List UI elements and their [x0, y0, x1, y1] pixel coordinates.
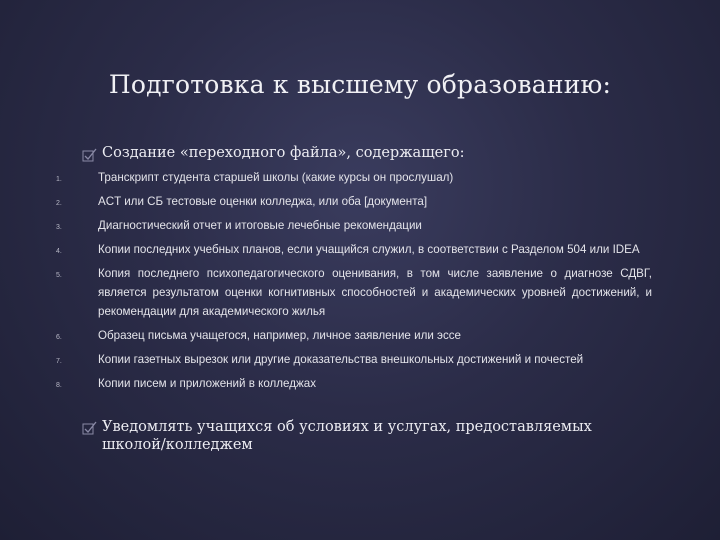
list-item: [56, 326, 652, 345]
list-item: [56, 350, 652, 369]
item-number: 4.: [56, 248, 62, 255]
list-item: [56, 264, 652, 321]
checkbox-bullet-icon: [82, 147, 102, 165]
bullet-text: Уведомлять учащихся об условиях и услугах, предоставляемых школой/колледжем: [102, 419, 592, 453]
item-number: 2.: [56, 200, 62, 207]
slide-title: Подготовка к высшему образованию:: [108, 70, 612, 99]
item-text: ACT или СБ тестовые оценки колледжа, или оба [документа]: [98, 195, 428, 208]
bullet-text: Создание «переходного файла», содержащего:: [102, 145, 465, 161]
item-number: 7.: [56, 358, 62, 365]
item-text: Копия последнего психопедагогического оценивания, в том числе заявление о диагнозе СДВГ, является результатом оценки когнитивных способностей и академических уровней достижений, и рекомендации для академического жилья: [98, 267, 652, 318]
item-number: 8.: [56, 382, 62, 389]
bullet-notify-students: [82, 418, 642, 454]
item-text: Диагностический отчет и итоговые лечебные рекомендации: [98, 219, 422, 232]
item-text: Копии последних учебных планов, если учащийся служил, в соответствии с Разделом 504 или IDEA: [98, 243, 640, 256]
bullet-transition-file: [82, 145, 464, 165]
item-text: Копии газетных вырезок или другие доказательства внешкольных достижений и почестей: [98, 353, 584, 366]
numbered-list: [56, 168, 652, 393]
item-number: 5.: [56, 272, 62, 279]
item-number: 3.: [56, 224, 62, 231]
list-item: [56, 192, 652, 211]
list-item: [56, 240, 652, 259]
list-item: [56, 374, 652, 393]
checkbox-bullet-icon: [82, 420, 102, 438]
item-text: Копии писем и приложений в колледжах: [98, 377, 316, 390]
list-item: [56, 216, 652, 235]
item-text: Образец письма учащегося, например, личное заявление или эссе: [98, 329, 461, 342]
item-number: 6.: [56, 334, 62, 341]
list-item: [56, 168, 652, 187]
item-text: Транскрипт студента старшей школы (какие курсы он прослушал): [98, 171, 454, 184]
item-number: 1.: [56, 176, 62, 183]
